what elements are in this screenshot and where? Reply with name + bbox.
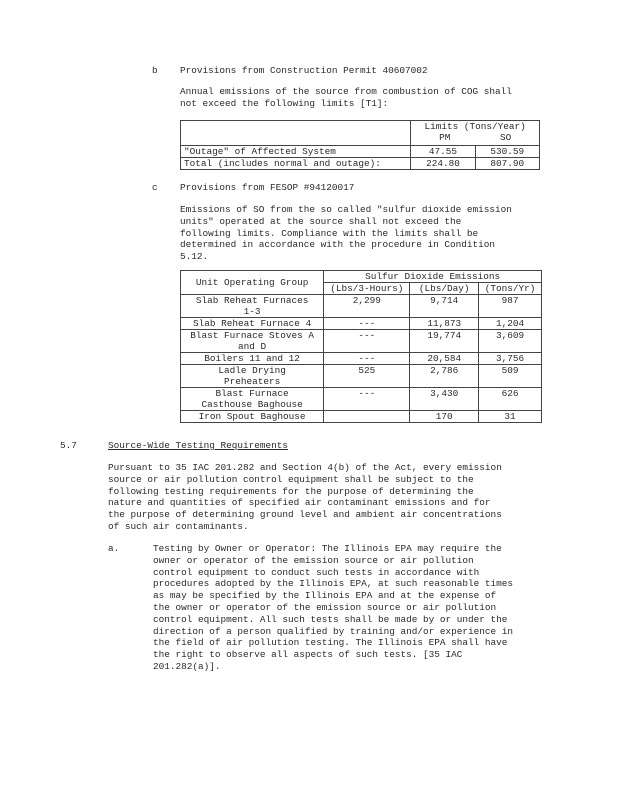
limits-table xyxy=(180,120,540,170)
table-row xyxy=(181,158,540,170)
para-line: control equipment to conduct such tests in accordance with xyxy=(153,566,480,578)
para-line: 201.282(a)]. xyxy=(153,660,221,672)
section-paragraph xyxy=(108,462,502,533)
cell-hours: 2,299 xyxy=(324,295,410,318)
unit-line: Boilers 11 and 12 xyxy=(204,353,300,364)
limits-header: Limits (Tons/Year) xyxy=(424,121,526,132)
row-so: 530.59 xyxy=(475,146,539,158)
row-pm: 224.80 xyxy=(411,158,475,170)
row-so: 807.90 xyxy=(475,158,539,170)
item-b-heading: Provisions from Construction Permit 40607002 xyxy=(180,65,428,76)
item-b-letter: b xyxy=(152,65,158,76)
unit-line: Casthouse Baghouse xyxy=(201,399,303,410)
cell-day: 9,714 xyxy=(410,295,479,318)
row-label: Total (includes normal and outage): xyxy=(181,158,411,170)
cell-year: 509 xyxy=(479,365,542,388)
cell-hours: --- xyxy=(324,330,410,353)
cell-year: 31 xyxy=(479,411,542,423)
item-a-letter: a. xyxy=(108,543,120,554)
para-line: Emissions of SO from the so called "sulfur dioxide emission xyxy=(180,204,512,215)
unit-line: Blast Furnace xyxy=(215,388,289,399)
unit-line: and D xyxy=(238,341,267,352)
section-title: Source-Wide Testing Requirements xyxy=(108,440,289,451)
unit-line: Slab Reheat Furnaces xyxy=(195,295,309,306)
table-row xyxy=(181,411,542,423)
row-pm: 47.55 xyxy=(411,146,475,158)
cell-day: 170 xyxy=(410,411,479,423)
cell-day: 20,584 xyxy=(410,353,479,365)
para-line: owner or operator of the emission source or air pollution xyxy=(153,554,474,566)
para-line: the owner or operator of the emission source or air pollution xyxy=(153,601,497,613)
table-row xyxy=(181,388,542,411)
para-line: procedures adopted by the Illinois EPA, at such reasonable times xyxy=(153,578,514,590)
unit-line: Blast Furnace Stoves A xyxy=(190,330,314,341)
para-line: of such air contaminants. xyxy=(108,520,249,532)
cell-hours: 525 xyxy=(324,365,410,388)
col-hours-header: (Lbs/3-Hours) xyxy=(324,283,410,295)
unit-line: Iron Spout Baghouse xyxy=(198,411,306,422)
unit-line: Slab Reheat Furnace 4 xyxy=(193,318,312,329)
para-line: as may be specified by the Illinois EPA and at the expense of xyxy=(153,590,497,602)
col-so: SO xyxy=(499,132,512,143)
row-label: "Outage" of Affected System xyxy=(181,146,411,158)
item-c-heading: Provisions from FESOP #94120017 xyxy=(180,182,355,193)
cell-year: 626 xyxy=(479,388,542,411)
para-line: units" operated at the source shall not exceed the xyxy=(180,215,462,227)
cell-year: 1,204 xyxy=(479,318,542,330)
para-line: the field of air pollution testing. The Illinois EPA shall have xyxy=(153,637,508,649)
unit-line: Preheaters xyxy=(223,376,281,387)
table-row xyxy=(181,330,542,353)
col-year-header: (Tons/Yr) xyxy=(479,283,542,295)
cell-day: 11,873 xyxy=(410,318,479,330)
table-row xyxy=(181,146,540,158)
para-line: following limits. Compliance with the limits shall be xyxy=(180,227,479,239)
cell-year: 987 xyxy=(479,295,542,318)
para-line: the right to observe all aspects of such tests. [35 IAC xyxy=(153,649,463,661)
cell-hours: --- xyxy=(324,353,410,365)
col-day-header: (Lbs/Day) xyxy=(410,283,479,295)
cell-hours: --- xyxy=(324,388,410,411)
unit-line: Ladle Drying xyxy=(218,365,286,376)
para-line: not exceed the following limits [T1]: xyxy=(180,97,389,109)
table-row xyxy=(181,353,542,365)
para-line: nature and quantities of specified air contaminant emissions and for xyxy=(108,497,491,509)
para-line: following testing requirements for the purpose of determining the xyxy=(108,485,474,497)
cell-day: 19,774 xyxy=(410,330,479,353)
cell-year: 3,756 xyxy=(479,353,542,365)
col-pm: PM xyxy=(439,132,451,143)
table-row xyxy=(181,318,542,330)
limits-header-cell xyxy=(411,121,540,146)
para-line: Testing by Owner or Operator: The Illinois EPA may require the xyxy=(153,543,502,554)
cell-day: 2,786 xyxy=(410,365,479,388)
item-a-paragraph xyxy=(153,543,513,673)
para-line: the purpose of determining ground level and ambient air concentrations xyxy=(108,509,502,521)
item-c-paragraph xyxy=(180,204,512,263)
limits-blank-cell xyxy=(181,121,411,146)
para-line: 5.12. xyxy=(180,251,209,263)
para-line: determined in accordance with the procedure in Condition xyxy=(180,239,496,251)
table-row xyxy=(181,365,542,388)
group-header: Sulfur Dioxide Emissions xyxy=(324,271,542,283)
para-line: direction of a person qualified by training and/or experience in xyxy=(153,625,514,637)
para-line: Annual emissions of the source from combustion of COG shall xyxy=(180,86,512,97)
col-unit-header: Unit Operating Group xyxy=(181,271,324,295)
item-c-letter: c xyxy=(152,182,158,193)
para-line: source or air pollution control equipment shall be subject to the xyxy=(108,473,474,485)
so2-table xyxy=(180,270,542,423)
para-line: control equipment. All such tests shall be made by or under the xyxy=(153,613,508,625)
cell-day: 3,430 xyxy=(410,388,479,411)
table-row xyxy=(181,295,542,318)
cell-hours: --- xyxy=(324,318,410,330)
cell-year: 3,609 xyxy=(479,330,542,353)
cell-hours xyxy=(324,411,410,423)
unit-line: 1-3 xyxy=(243,306,261,317)
section-number: 5.7 xyxy=(60,440,77,451)
para-line: Pursuant to 35 IAC 201.282 and Section 4(b) of the Act, every emission xyxy=(108,462,502,473)
item-b-paragraph xyxy=(180,86,512,110)
